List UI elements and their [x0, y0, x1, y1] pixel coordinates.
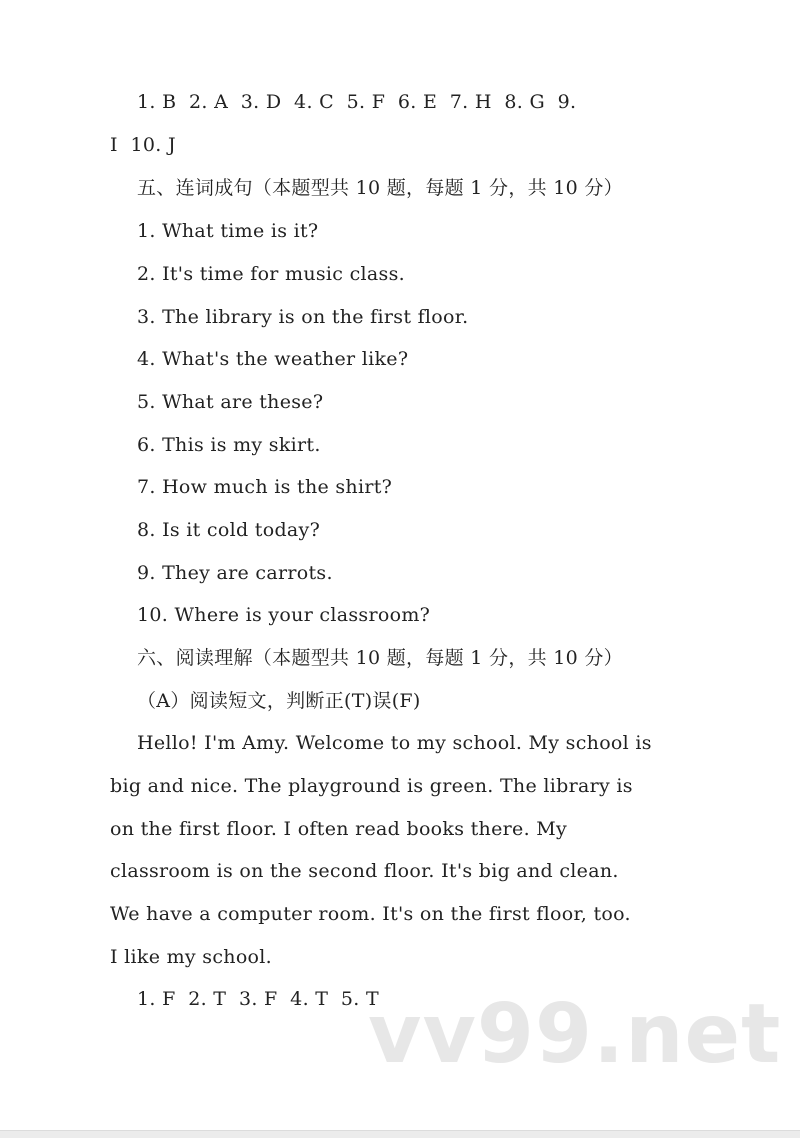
list-item: 3. The library is on the first floor.: [137, 306, 469, 328]
list-item: 5. What are these?: [137, 391, 324, 413]
answer-line-1: 1. B 2. A 3. D 4. C 5. F 6. E 7. H 8. G 9.: [137, 91, 577, 113]
list-item: 9. They are carrots.: [137, 562, 333, 584]
passage-line: We have a computer room. It's on the first floor, too.: [110, 903, 631, 925]
passage-line: I like my school.: [110, 946, 273, 968]
watermark: vv99.net: [368, 987, 782, 1082]
passage-line: on the first floor. I often read books there. My: [110, 818, 568, 840]
answer-line-2: I 10. J: [110, 134, 176, 156]
list-item: 10. Where is your classroom?: [137, 604, 431, 626]
list-item: 2. It's time for music class.: [137, 263, 405, 285]
part-a-title: （A）阅读短文，判断正(T)误(F): [137, 690, 421, 712]
section-five-heading: 五、连词成句（本题型共 10 题，每题 1 分，共 10 分）: [137, 177, 623, 199]
passage-line: classroom is on the second floor. It's big and clean.: [110, 860, 619, 882]
list-item: 4. What's the weather like?: [137, 348, 409, 370]
passage-line: big and nice. The playground is green. The library is: [110, 775, 633, 797]
list-item: 7. How much is the shirt?: [137, 476, 393, 498]
reading-answers: 1. F 2. T 3. F 4. T 5. T: [137, 988, 379, 1010]
list-item: 8. Is it cold today?: [137, 519, 321, 541]
passage-line: Hello! I'm Amy. Welcome to my school. My school is: [137, 732, 652, 754]
section-six-heading: 六、阅读理解（本题型共 10 题，每题 1 分，共 10 分）: [137, 647, 623, 669]
list-item: 6. This is my skirt.: [137, 434, 321, 456]
list-item: 1. What time is it?: [137, 220, 319, 242]
